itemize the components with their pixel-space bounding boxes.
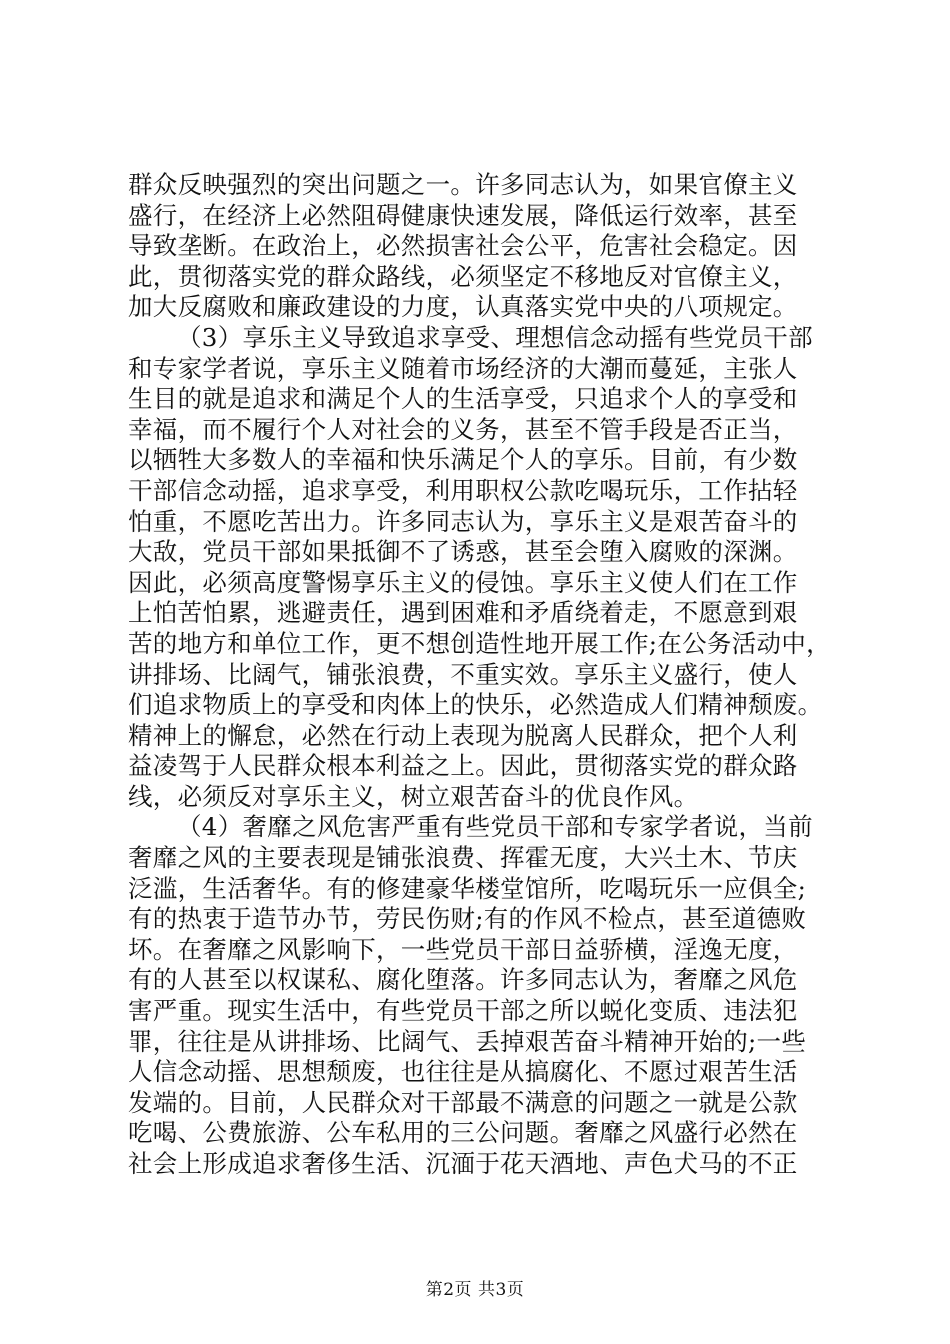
text-line: 线，必须反对享乐主义，树立艰苦奋斗的优良作风。	[128, 781, 699, 811]
text-line: 人信念动摇、思想颓废，也往往是从搞腐化、不愿过艰苦生活	[128, 1057, 798, 1087]
text-line: 上怕苦怕累，逃避责任，遇到困难和矛盾绕着走，不愿意到艰	[128, 598, 798, 628]
text-line: 吃喝、公费旅游、公车私用的三公问题。奢靡之风盛行必然在	[128, 1118, 798, 1148]
document-body	[128, 170, 831, 1180]
text-line: 坏。在奢靡之风影响下，一些党员干部日益骄横，淫逸无度，	[128, 934, 798, 964]
text-line: 泛滥，生活奢华。有的修建豪华楼堂馆所，吃喝玩乐一应俱全;	[128, 873, 807, 903]
text-line: 害严重。现实生活中，有些党员干部之所以蜕化变质、违法犯	[128, 996, 798, 1026]
paragraph-start-line: （4）奢靡之风危害严重有些党员干部和专家学者说，当前	[177, 812, 813, 842]
text-line: 导致垄断。在政治上，必然损害社会公平，危害社会稳定。因	[128, 231, 798, 261]
text-line: 加大反腐败和廉政建设的力度，认真落实党中央的八项规定。	[128, 292, 798, 322]
text-line: 罪，往往是从讲排场、比阔气、丢掉艰苦奋斗精神开始的;一些	[128, 1026, 807, 1056]
text-line: 幸福，而不履行个人对社会的义务，甚至不管手段是否正当，	[128, 414, 798, 444]
text-line: 盛行，在经济上必然阻碍健康快速发展，降低运行效率，甚至	[128, 200, 798, 230]
text-line: 讲排场、比阔气，铺张浪费，不重实效。享乐主义盛行，使人	[128, 659, 798, 689]
text-line: 有的热衷于造节办节，劳民伤财;有的作风不检点，甚至道德败	[128, 904, 807, 934]
text-line: 精神上的懈怠，必然在行动上表现为脱离人民群众，把个人利	[128, 720, 798, 750]
text-line: 和专家学者说，享乐主义随着市场经济的大潮而蔓延，主张人	[128, 353, 798, 383]
paragraph-start-line: （3）享乐主义导致追求享受、理想信念动摇有些党员干部	[177, 322, 813, 352]
text-line: 益凌驾于人民群众根本利益之上。因此，贯彻落实党的群众路	[128, 751, 798, 781]
text-line: 此，贯彻落实党的群众路线，必须坚定不移地反对官僚主义，	[128, 261, 798, 291]
text-line: 奢靡之风的主要表现是铺张浪费、挥霍无度，大兴土木、节庆	[128, 843, 798, 873]
text-line: 们追求物质上的享受和肉体上的快乐，必然造成人们精神颓废。	[128, 690, 823, 720]
text-line: 因此，必须高度警惕享乐主义的侵蚀。享乐主义使人们在工作	[128, 567, 798, 597]
text-line: 生目的就是追求和满足个人的生活享受，只追求个人的享受和	[128, 384, 798, 414]
text-line: 干部信念动摇，追求享受，利用职权公款吃喝玩乐，工作拈轻	[128, 475, 798, 505]
text-line: 大敌，党员干部如果抵御不了诱惑，甚至会堕入腐败的深渊。	[128, 537, 798, 567]
text-line: 以牺牲大多数人的幸福和快乐满足个人的享乐。目前，有少数	[128, 445, 798, 475]
text-line: 发端的。目前，人民群众对干部最不满意的问题之一就是公款	[128, 1087, 798, 1117]
text-line: 社会上形成追求奢侈生活、沉湎于花天酒地、声色犬马的不正	[128, 1149, 798, 1178]
text-line: 怕重，不愿吃苦出力。许多同志认为，享乐主义是艰苦奋斗的	[128, 506, 798, 536]
text-line: 苦的地方和单位工作，更不想创造性地开展工作;在公务活动中，	[128, 628, 831, 658]
text-line: 群众反映强烈的突出问题之一。许多同志认为，如果官僚主义	[128, 170, 798, 199]
text-line: 有的人甚至以权谋私、腐化堕落。许多同志认为，奢靡之风危	[128, 965, 798, 995]
page-number-footer: 第2页 共3页	[425, 1280, 525, 1300]
